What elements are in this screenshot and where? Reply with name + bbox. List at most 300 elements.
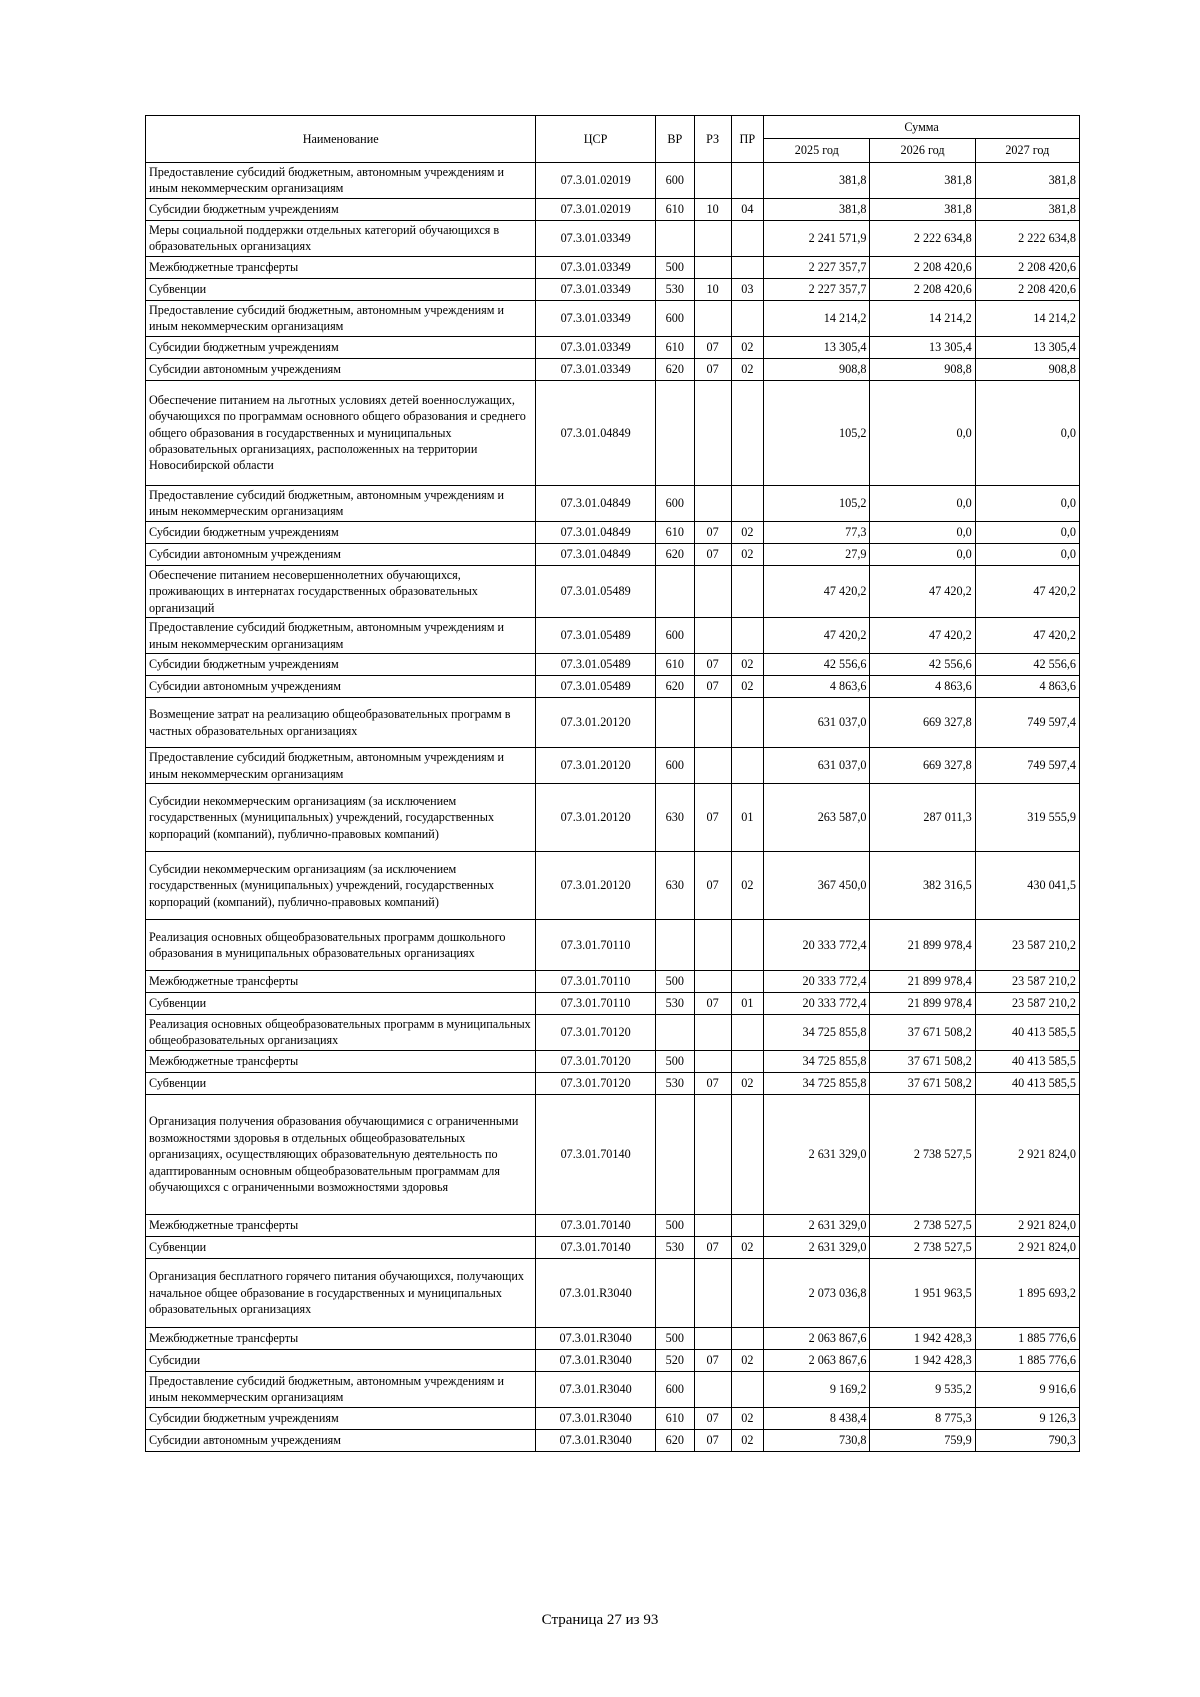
table-row [146, 654, 1080, 676]
cell-rz [694, 748, 731, 784]
cell-csr: 07.3.01.70110 [536, 992, 656, 1014]
table-row [146, 1327, 1080, 1349]
cell-2026: 0,0 [870, 543, 975, 565]
cell-name: Обеспечение питанием на льготных условиях детей военнослужащих, обучающихся по программам основного общего образования и среднего общего образования в государственных и муниципальных образовательных организациях, расположенных на территории Новосибирской области [146, 380, 536, 485]
cell-rz [694, 1014, 731, 1050]
cell-pr [731, 565, 764, 617]
cell-2027: 1 885 776,6 [975, 1327, 1079, 1349]
cell-vr: 620 [655, 358, 694, 380]
header-vr: ВР [655, 116, 694, 163]
cell-vr: 610 [655, 654, 694, 676]
table-row [146, 783, 1080, 851]
cell-2026: 37 671 508,2 [870, 1072, 975, 1094]
cell-2027: 13 305,4 [975, 336, 1079, 358]
cell-csr: 07.3.01.03349 [536, 220, 656, 256]
cell-2026: 14 214,2 [870, 300, 975, 336]
cell-csr: 07.3.01.05489 [536, 565, 656, 617]
table-row [146, 220, 1080, 256]
cell-pr [731, 1050, 764, 1072]
cell-csr: 07.3.01.20120 [536, 748, 656, 784]
cell-2025: 631 037,0 [764, 698, 870, 748]
table-row [146, 1407, 1080, 1429]
cell-name: Организация получения образования обучающимися с ограниченными возможностями здоровья в отдельных общеобразовательных организациях, осуществляющих образовательную деятельность по адаптированным основным общеобразовательным программам для обучающихся с ограниченными возможностями здоровья [146, 1094, 536, 1214]
cell-vr [655, 565, 694, 617]
cell-pr: 02 [731, 1429, 764, 1451]
cell-2026: 21 899 978,4 [870, 992, 975, 1014]
cell-rz [694, 256, 731, 278]
cell-2027: 0,0 [975, 485, 1079, 521]
cell-2027: 319 555,9 [975, 783, 1079, 851]
table-row [146, 1014, 1080, 1050]
cell-2026: 759,9 [870, 1429, 975, 1451]
cell-2025: 20 333 772,4 [764, 992, 870, 1014]
cell-csr: 07.3.01.R3040 [536, 1371, 656, 1407]
cell-csr: 07.3.01.70140 [536, 1094, 656, 1214]
header-sum: Сумма [764, 116, 1080, 139]
cell-pr: 03 [731, 278, 764, 300]
table-row [146, 485, 1080, 521]
table-row [146, 1371, 1080, 1407]
cell-2026: 0,0 [870, 485, 975, 521]
cell-csr: 07.3.01.R3040 [536, 1327, 656, 1349]
table-row [146, 162, 1080, 198]
header-csr: ЦСР [536, 116, 656, 163]
table-row [146, 1050, 1080, 1072]
header-year-2026: 2026 год [870, 139, 975, 162]
cell-2027: 40 413 585,5 [975, 1014, 1079, 1050]
header-year-2027: 2027 год [975, 139, 1079, 162]
cell-2025: 381,8 [764, 162, 870, 198]
cell-2026: 1 942 428,3 [870, 1327, 975, 1349]
cell-vr: 600 [655, 748, 694, 784]
cell-rz: 10 [694, 278, 731, 300]
table-row [146, 1429, 1080, 1451]
cell-2026: 2 208 420,6 [870, 256, 975, 278]
cell-2025: 367 450,0 [764, 851, 870, 919]
cell-2027: 40 413 585,5 [975, 1050, 1079, 1072]
cell-pr [731, 618, 764, 654]
cell-2027: 23 587 210,2 [975, 970, 1079, 992]
cell-2025: 381,8 [764, 198, 870, 220]
table-row [146, 358, 1080, 380]
cell-csr: 07.3.01.03349 [536, 358, 656, 380]
cell-2027: 2 921 824,0 [975, 1214, 1079, 1236]
cell-2027: 0,0 [975, 380, 1079, 485]
cell-rz: 07 [694, 783, 731, 851]
cell-rz [694, 300, 731, 336]
cell-2027: 381,8 [975, 198, 1079, 220]
header-pr: ПР [731, 116, 764, 163]
cell-2026: 2 208 420,6 [870, 278, 975, 300]
cell-vr: 530 [655, 278, 694, 300]
table-row [146, 1072, 1080, 1094]
cell-2027: 47 420,2 [975, 565, 1079, 617]
cell-vr [655, 698, 694, 748]
cell-csr: 07.3.01.04849 [536, 485, 656, 521]
cell-rz: 07 [694, 1429, 731, 1451]
cell-2027: 2 222 634,8 [975, 220, 1079, 256]
cell-pr: 01 [731, 783, 764, 851]
cell-csr: 07.3.01.R3040 [536, 1429, 656, 1451]
cell-name: Субсидии бюджетным учреждениям [146, 336, 536, 358]
cell-vr [655, 1258, 694, 1327]
cell-2026: 381,8 [870, 198, 975, 220]
cell-rz [694, 919, 731, 970]
cell-vr: 520 [655, 1349, 694, 1371]
cell-2027: 4 863,6 [975, 676, 1079, 698]
cell-rz: 07 [694, 521, 731, 543]
cell-rz [694, 220, 731, 256]
cell-pr: 04 [731, 198, 764, 220]
cell-2026: 2 222 634,8 [870, 220, 975, 256]
cell-name: Субсидии бюджетным учреждениям [146, 654, 536, 676]
cell-rz [694, 698, 731, 748]
cell-2026: 9 535,2 [870, 1371, 975, 1407]
cell-2027: 2 921 824,0 [975, 1094, 1079, 1214]
cell-csr: 07.3.01.02019 [536, 162, 656, 198]
cell-csr: 07.3.01.02019 [536, 198, 656, 220]
cell-2026: 908,8 [870, 358, 975, 380]
cell-csr: 07.3.01.70120 [536, 1050, 656, 1072]
cell-vr: 600 [655, 1371, 694, 1407]
cell-2026: 2 738 527,5 [870, 1094, 975, 1214]
table-row [146, 748, 1080, 784]
cell-vr: 600 [655, 618, 694, 654]
cell-csr: 07.3.01.R3040 [536, 1258, 656, 1327]
cell-csr: 07.3.01.20120 [536, 783, 656, 851]
cell-2027: 47 420,2 [975, 618, 1079, 654]
cell-pr [731, 300, 764, 336]
cell-name: Предоставление субсидий бюджетным, автономным учреждениям и иным некоммерческим организациям [146, 1371, 536, 1407]
cell-csr: 07.3.01.04849 [536, 543, 656, 565]
cell-2026: 2 738 527,5 [870, 1236, 975, 1258]
cell-csr: 07.3.01.R3040 [536, 1407, 656, 1429]
cell-rz: 07 [694, 336, 731, 358]
cell-pr: 02 [731, 543, 764, 565]
cell-vr: 530 [655, 992, 694, 1014]
cell-name: Межбюджетные трансферты [146, 1214, 536, 1236]
cell-name: Межбюджетные трансферты [146, 970, 536, 992]
cell-2025: 77,3 [764, 521, 870, 543]
cell-csr: 07.3.01.70110 [536, 970, 656, 992]
cell-2026: 21 899 978,4 [870, 970, 975, 992]
cell-vr: 610 [655, 336, 694, 358]
cell-vr: 530 [655, 1072, 694, 1094]
cell-pr [731, 162, 764, 198]
cell-2026: 1 942 428,3 [870, 1349, 975, 1371]
cell-name: Обеспечение питанием несовершеннолетних обучающихся, проживающих в интернатах государственных образовательных организаций [146, 565, 536, 617]
cell-2027: 1 885 776,6 [975, 1349, 1079, 1371]
table-row [146, 1214, 1080, 1236]
cell-csr: 07.3.01.05489 [536, 676, 656, 698]
cell-2027: 381,8 [975, 162, 1079, 198]
cell-name: Субсидии автономным учреждениям [146, 676, 536, 698]
cell-pr: 02 [731, 676, 764, 698]
cell-rz [694, 1050, 731, 1072]
cell-pr [731, 380, 764, 485]
cell-2025: 9 169,2 [764, 1371, 870, 1407]
cell-vr: 500 [655, 970, 694, 992]
cell-rz: 07 [694, 851, 731, 919]
cell-2026: 669 327,8 [870, 748, 975, 784]
cell-vr [655, 1014, 694, 1050]
cell-2026: 287 011,3 [870, 783, 975, 851]
cell-2027: 9 126,3 [975, 1407, 1079, 1429]
cell-name: Межбюджетные трансферты [146, 256, 536, 278]
cell-rz [694, 485, 731, 521]
table-row [146, 1236, 1080, 1258]
cell-2027: 2 921 824,0 [975, 1236, 1079, 1258]
cell-vr: 500 [655, 256, 694, 278]
cell-pr [731, 1371, 764, 1407]
cell-csr: 07.3.01.70140 [536, 1214, 656, 1236]
cell-pr [731, 970, 764, 992]
cell-2025: 105,2 [764, 485, 870, 521]
cell-vr: 630 [655, 851, 694, 919]
cell-name: Предоставление субсидий бюджетным, автономным учреждениям и иным некоммерческим организациям [146, 748, 536, 784]
cell-2026: 2 738 527,5 [870, 1214, 975, 1236]
cell-rz: 07 [694, 676, 731, 698]
cell-2026: 1 951 963,5 [870, 1258, 975, 1327]
cell-pr [731, 698, 764, 748]
table-row [146, 1258, 1080, 1327]
cell-2025: 2 073 036,8 [764, 1258, 870, 1327]
cell-2027: 9 916,6 [975, 1371, 1079, 1407]
cell-csr: 07.3.01.R3040 [536, 1349, 656, 1371]
cell-name: Предоставление субсидий бюджетным, автономным учреждениям и иным некоммерческим организациям [146, 162, 536, 198]
cell-2025: 2 063 867,6 [764, 1327, 870, 1349]
cell-name: Субсидии бюджетным учреждениям [146, 1407, 536, 1429]
cell-rz [694, 1094, 731, 1214]
cell-2025: 105,2 [764, 380, 870, 485]
cell-2026: 21 899 978,4 [870, 919, 975, 970]
table-row [146, 919, 1080, 970]
cell-rz: 07 [694, 1349, 731, 1371]
cell-2027: 2 208 420,6 [975, 278, 1079, 300]
cell-2026: 8 775,3 [870, 1407, 975, 1429]
cell-csr: 07.3.01.03349 [536, 278, 656, 300]
cell-2025: 8 438,4 [764, 1407, 870, 1429]
table-row [146, 970, 1080, 992]
cell-2025: 263 587,0 [764, 783, 870, 851]
cell-2027: 40 413 585,5 [975, 1072, 1079, 1094]
cell-csr: 07.3.01.70110 [536, 919, 656, 970]
cell-name: Субвенции [146, 278, 536, 300]
table-row [146, 565, 1080, 617]
cell-2026: 0,0 [870, 380, 975, 485]
cell-csr: 07.3.01.05489 [536, 618, 656, 654]
cell-name: Субвенции [146, 1236, 536, 1258]
cell-pr [731, 748, 764, 784]
budget-table [145, 115, 1080, 1452]
cell-rz [694, 1258, 731, 1327]
cell-2027: 430 041,5 [975, 851, 1079, 919]
cell-pr [731, 220, 764, 256]
cell-vr [655, 220, 694, 256]
table-row [146, 618, 1080, 654]
cell-csr: 07.3.01.20120 [536, 851, 656, 919]
header-rz: РЗ [694, 116, 731, 163]
cell-pr: 02 [731, 1236, 764, 1258]
table-row [146, 1094, 1080, 1214]
cell-vr: 620 [655, 676, 694, 698]
cell-2027: 908,8 [975, 358, 1079, 380]
cell-csr: 07.3.01.70120 [536, 1072, 656, 1094]
table-body [146, 162, 1080, 1451]
cell-name: Субвенции [146, 1072, 536, 1094]
cell-pr: 01 [731, 992, 764, 1014]
cell-pr: 02 [731, 521, 764, 543]
cell-2025: 34 725 855,8 [764, 1072, 870, 1094]
cell-2025: 631 037,0 [764, 748, 870, 784]
cell-rz [694, 162, 731, 198]
cell-pr: 02 [731, 1349, 764, 1371]
cell-2027: 23 587 210,2 [975, 919, 1079, 970]
cell-vr: 500 [655, 1050, 694, 1072]
cell-pr [731, 1327, 764, 1349]
cell-2027: 749 597,4 [975, 748, 1079, 784]
cell-name: Субсидии некоммерческим организациям (за исключением государственных (муниципальных) учреждений, государственных корпораций (компаний), публично-правовых компаний) [146, 783, 536, 851]
cell-2026: 4 863,6 [870, 676, 975, 698]
cell-rz: 07 [694, 1407, 731, 1429]
cell-name: Субсидии автономным учреждениям [146, 543, 536, 565]
cell-2025: 2 631 329,0 [764, 1094, 870, 1214]
cell-2025: 34 725 855,8 [764, 1050, 870, 1072]
cell-2025: 14 214,2 [764, 300, 870, 336]
table-row [146, 1349, 1080, 1371]
cell-csr: 07.3.01.20120 [536, 698, 656, 748]
cell-csr: 07.3.01.04849 [536, 380, 656, 485]
cell-2027: 23 587 210,2 [975, 992, 1079, 1014]
table-row [146, 521, 1080, 543]
cell-name: Субсидии бюджетным учреждениям [146, 198, 536, 220]
cell-2026: 42 556,6 [870, 654, 975, 676]
cell-2025: 27,9 [764, 543, 870, 565]
cell-name: Межбюджетные трансферты [146, 1050, 536, 1072]
cell-name: Предоставление субсидий бюджетным, автономным учреждениям и иным некоммерческим организациям [146, 485, 536, 521]
cell-2027: 2 208 420,6 [975, 256, 1079, 278]
page-number: Страница 27 из 93 [541, 1612, 659, 1628]
cell-2025: 20 333 772,4 [764, 919, 870, 970]
header-name: Наименование [146, 116, 536, 163]
cell-rz: 07 [694, 654, 731, 676]
cell-2026: 37 671 508,2 [870, 1050, 975, 1072]
cell-2025: 13 305,4 [764, 336, 870, 358]
cell-2025: 20 333 772,4 [764, 970, 870, 992]
cell-2025: 47 420,2 [764, 565, 870, 617]
cell-rz: 07 [694, 1072, 731, 1094]
cell-2027: 0,0 [975, 543, 1079, 565]
cell-2025: 2 631 329,0 [764, 1214, 870, 1236]
cell-csr: 07.3.01.70140 [536, 1236, 656, 1258]
cell-pr: 02 [731, 1072, 764, 1094]
cell-vr: 620 [655, 1429, 694, 1451]
cell-2025: 34 725 855,8 [764, 1014, 870, 1050]
cell-pr [731, 1014, 764, 1050]
cell-vr: 600 [655, 162, 694, 198]
cell-vr: 500 [655, 1327, 694, 1349]
cell-2026: 669 327,8 [870, 698, 975, 748]
table-row [146, 256, 1080, 278]
cell-name: Предоставление субсидий бюджетным, автономным учреждениям и иным некоммерческим организациям [146, 618, 536, 654]
cell-pr: 02 [731, 851, 764, 919]
cell-rz: 07 [694, 358, 731, 380]
table-row [146, 198, 1080, 220]
cell-vr: 610 [655, 1407, 694, 1429]
cell-2026: 13 305,4 [870, 336, 975, 358]
cell-pr [731, 256, 764, 278]
table-row [146, 300, 1080, 336]
table-row [146, 698, 1080, 748]
cell-name: Субсидии автономным учреждениям [146, 358, 536, 380]
cell-rz [694, 618, 731, 654]
cell-2026: 47 420,2 [870, 565, 975, 617]
cell-rz [694, 565, 731, 617]
cell-pr [731, 1258, 764, 1327]
cell-rz [694, 380, 731, 485]
cell-2026: 47 420,2 [870, 618, 975, 654]
cell-name: Субсидии [146, 1349, 536, 1371]
cell-csr: 07.3.01.05489 [536, 654, 656, 676]
cell-rz: 07 [694, 543, 731, 565]
cell-vr [655, 380, 694, 485]
cell-name: Реализация основных общеобразовательных программ в муниципальных общеобразовательных организациях [146, 1014, 536, 1050]
cell-name: Субсидии некоммерческим организациям (за исключением государственных (муниципальных) учреждений, государственных корпораций (компаний), публично-правовых компаний) [146, 851, 536, 919]
cell-rz: 07 [694, 992, 731, 1014]
cell-name: Реализация основных общеобразовательных программ дошкольного образования в муниципальных образовательных организациях [146, 919, 536, 970]
table-row [146, 851, 1080, 919]
cell-vr: 620 [655, 543, 694, 565]
table-header [146, 116, 1080, 163]
cell-csr: 07.3.01.03349 [536, 256, 656, 278]
cell-pr [731, 1214, 764, 1236]
cell-2025: 47 420,2 [764, 618, 870, 654]
cell-2027: 749 597,4 [975, 698, 1079, 748]
cell-vr: 610 [655, 521, 694, 543]
cell-name: Субсидии автономным учреждениям [146, 1429, 536, 1451]
cell-2026: 37 671 508,2 [870, 1014, 975, 1050]
table-row [146, 543, 1080, 565]
cell-2025: 730,8 [764, 1429, 870, 1451]
cell-rz: 10 [694, 198, 731, 220]
cell-csr: 07.3.01.04849 [536, 521, 656, 543]
cell-csr: 07.3.01.70120 [536, 1014, 656, 1050]
cell-2025: 4 863,6 [764, 676, 870, 698]
cell-2025: 2 241 571,9 [764, 220, 870, 256]
cell-csr: 07.3.01.03349 [536, 300, 656, 336]
cell-pr: 02 [731, 336, 764, 358]
cell-rz [694, 970, 731, 992]
cell-name: Межбюджетные трансферты [146, 1327, 536, 1349]
cell-rz [694, 1214, 731, 1236]
cell-2025: 2 227 357,7 [764, 256, 870, 278]
cell-pr: 02 [731, 1407, 764, 1429]
cell-2025: 2 063 867,6 [764, 1349, 870, 1371]
cell-name: Субвенции [146, 992, 536, 1014]
header-year-2025: 2025 год [764, 139, 870, 162]
cell-2026: 0,0 [870, 521, 975, 543]
cell-name: Предоставление субсидий бюджетным, автономным учреждениям и иным некоммерческим организациям [146, 300, 536, 336]
cell-2025: 42 556,6 [764, 654, 870, 676]
cell-pr [731, 485, 764, 521]
cell-vr: 500 [655, 1214, 694, 1236]
cell-pr: 02 [731, 654, 764, 676]
cell-rz: 07 [694, 1236, 731, 1258]
cell-2026: 382 316,5 [870, 851, 975, 919]
cell-2027: 0,0 [975, 521, 1079, 543]
cell-name: Субсидии бюджетным учреждениям [146, 521, 536, 543]
table-row [146, 336, 1080, 358]
